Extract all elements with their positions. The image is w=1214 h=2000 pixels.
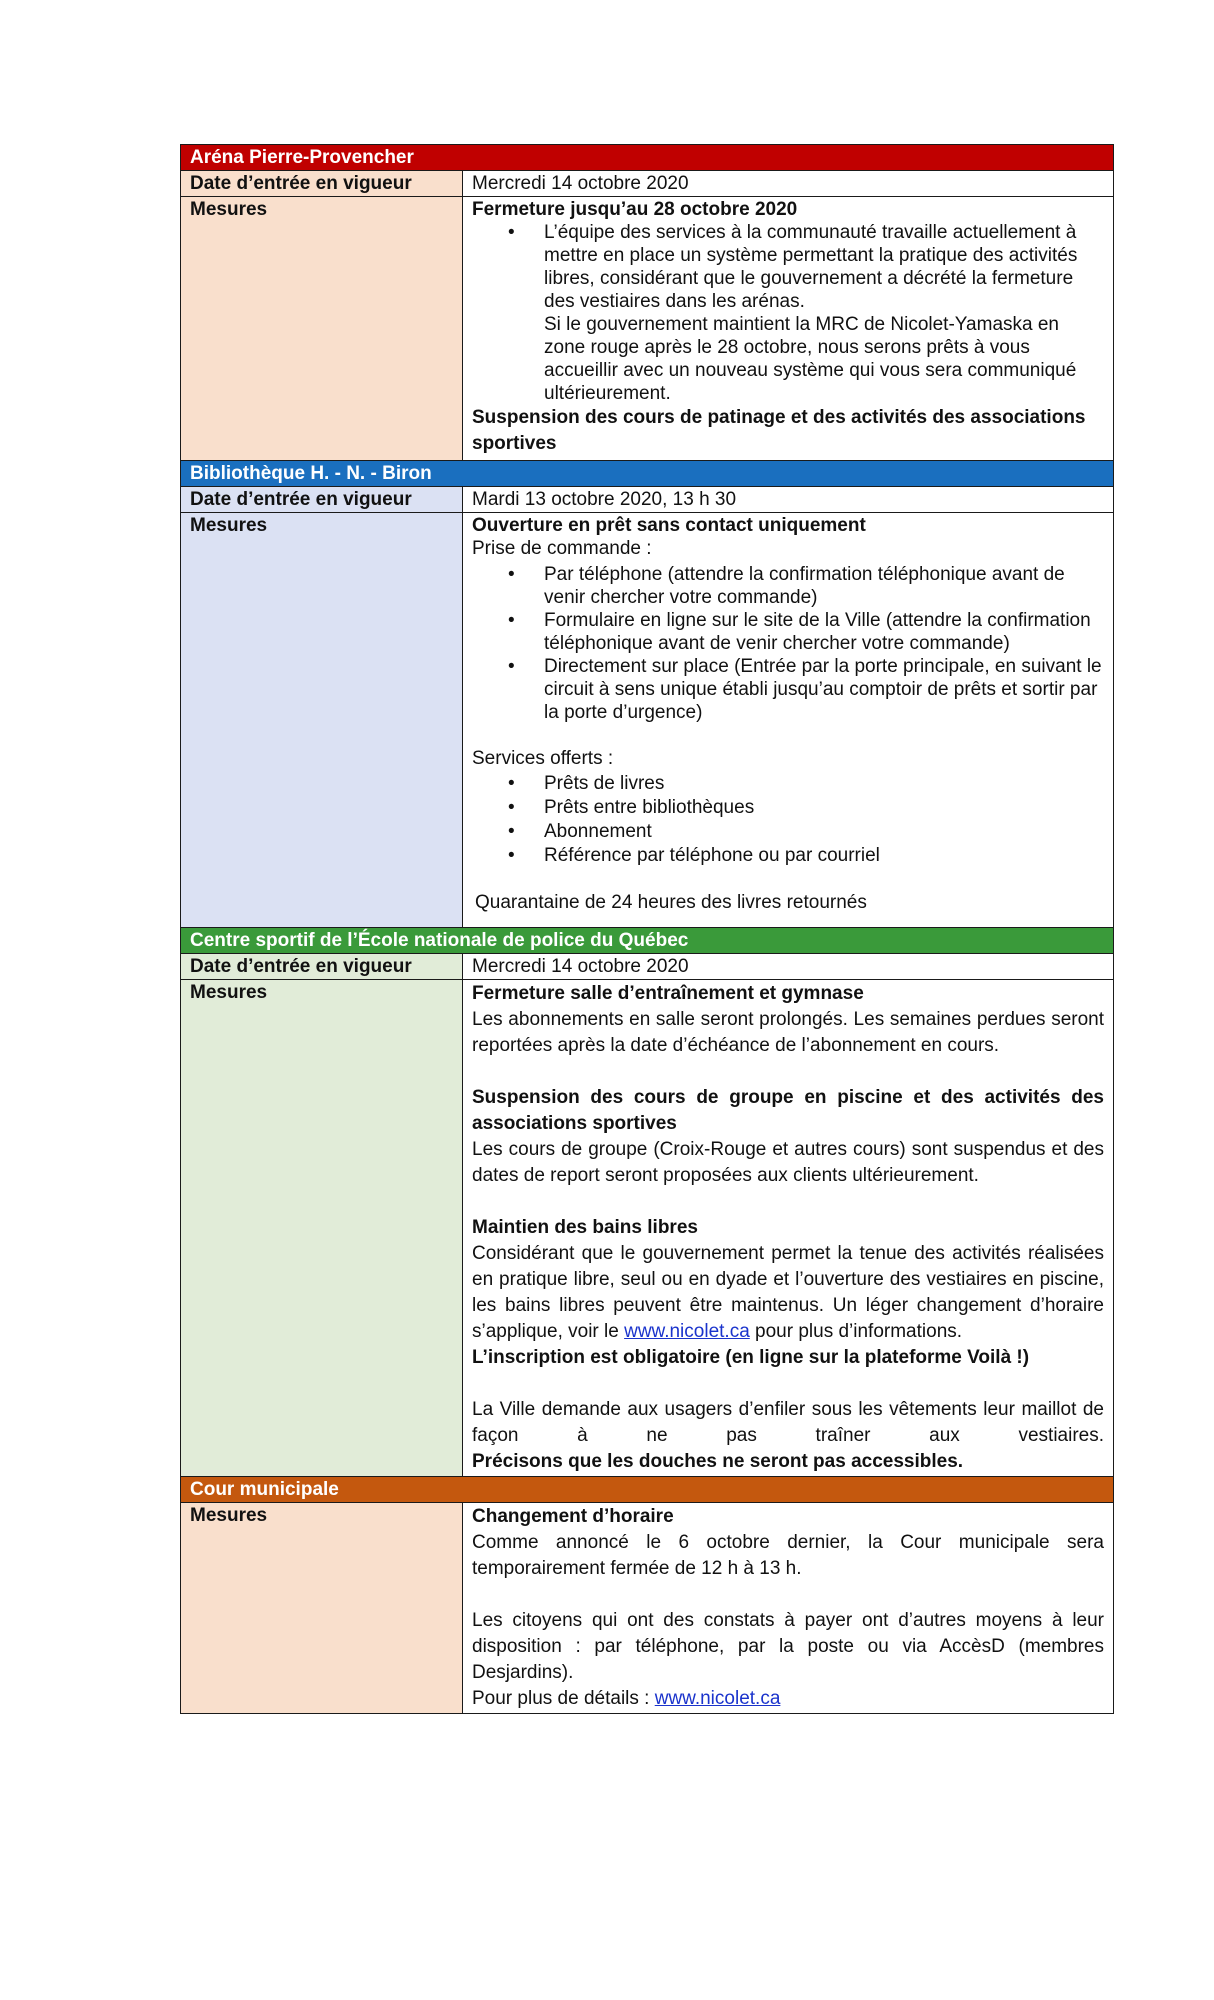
biblio-section-header: Bibliothèque H. - N. - Biron bbox=[181, 461, 1114, 487]
arena-suspension: Suspension des cours de patinage et des activités des associations sportives bbox=[472, 407, 1086, 454]
nicolet-link[interactable]: www.nicolet.ca bbox=[624, 1321, 750, 1342]
centre-date-label: Date d’entrée en vigueur bbox=[181, 954, 463, 980]
centre-douches: Précisons que les douches ne seront pas accessibles. bbox=[472, 1451, 964, 1472]
arena-section-header: Aréna Pierre-Provencher bbox=[181, 145, 1114, 171]
cour-paragraph-1: Comme annoncé le 6 octobre dernier, la Cour municipale sera temporairement fermée de 12 h à 13 h. bbox=[472, 1532, 1104, 1579]
arena-mesures-content bbox=[463, 197, 1114, 461]
centre-heading-2: Suspension des cours de groupe en piscine et des activités des associations sportives bbox=[472, 1087, 1104, 1134]
centre-section-header: Centre sportif de l’École nationale de police du Québec bbox=[181, 928, 1114, 954]
centre-heading-3: Maintien des bains libres bbox=[472, 1217, 698, 1238]
list-item: • Formulaire en ligne sur le site de la Ville (attendre la confirmation téléphonique avant de venir chercher votre commande) bbox=[544, 609, 1104, 655]
centre-mesures-content bbox=[463, 980, 1114, 1477]
centre-paragraph-2: Les cours de groupe (Croix-Rouge et autres cours) sont suspendus et des dates de report seront proposées aux clients ultérieurement. bbox=[472, 1139, 1104, 1186]
cour-details bbox=[472, 1686, 1104, 1712]
cour-heading: Changement d’horaire bbox=[472, 1506, 674, 1527]
centre-paragraph-1: Les abonnements en salle seront prolongés. Les semaines perdues seront reportées après la date d’échéance de l’abonnement en cours. bbox=[472, 1009, 1104, 1056]
arena-bullet-text-1: • L’équipe des services à la communauté travaille actuellement à mettre en place un système permettant la pratique des activités libres, considérant que le gouvernement a décrété la fermeture des vestiaires dans les arénas. bbox=[544, 222, 1078, 312]
list-item: • Prêts entre bibliothèques bbox=[544, 796, 1104, 820]
list-item: • Référence par téléphone ou par courriel bbox=[544, 844, 1104, 868]
list-item: • Prêts de livres bbox=[544, 772, 1104, 796]
cour-mesures-label: Mesures bbox=[181, 1503, 463, 1714]
centre-heading-1: Fermeture salle d’entraînement et gymnase bbox=[472, 983, 864, 1004]
biblio-mesures-content bbox=[463, 513, 1114, 928]
cour-mesures-content bbox=[463, 1503, 1114, 1714]
centre-date-value: Mercredi 14 octobre 2020 bbox=[463, 954, 1114, 980]
biblio-services-list bbox=[472, 772, 1104, 868]
biblio-mesures-label: Mesures bbox=[181, 513, 463, 928]
centre-inscription: L’inscription est obligatoire (en ligne sur la plateforme Voilà !) bbox=[472, 1347, 1030, 1368]
cour-details-label: Pour plus de détails : bbox=[472, 1688, 655, 1709]
arena-bullet-list bbox=[472, 221, 1104, 405]
centre-paragraph-4: La Ville demande aux usagers d’enfiler sous les vêtements leur maillot de façon à ne pas traîner aux vestiaires. bbox=[472, 1399, 1104, 1446]
arena-date-value: Mercredi 14 octobre 2020 bbox=[463, 171, 1114, 197]
biblio-quarantaine: Quarantaine de 24 heures des livres retournés bbox=[475, 892, 867, 913]
list-item bbox=[544, 221, 1104, 405]
cour-paragraph-2: Les citoyens qui ont des constats à payer ont d’autres moyens à leur disposition : par téléphone, par la poste ou via AccèsD (membres Desjardins). bbox=[472, 1610, 1104, 1683]
biblio-commande-list bbox=[472, 563, 1104, 724]
cour-section-header: Cour municipale bbox=[181, 1477, 1114, 1503]
centre-mesures-label: Mesures bbox=[181, 980, 463, 1477]
list-item: • Par téléphone (attendre la confirmation téléphonique avant de venir chercher votre commande) bbox=[544, 563, 1104, 609]
list-item: • Directement sur place (Entrée par la porte principale, en suivant le circuit à sens unique établi jusqu’au comptoir de prêts et sortir par la porte d’urgence) bbox=[544, 655, 1104, 724]
centre-paragraph-3-text: Considérant que le gouvernement permet la tenue des activités réalisées en pratique libre, seul ou en dyade et l’ouverture des vestiaires en piscine, les bains libres peuvent être maintenus. Un léger changement d’horaire s’applique, voir le bbox=[472, 1243, 1104, 1342]
biblio-commande-label: Prise de commande : bbox=[472, 538, 652, 559]
arena-mesures-label: Mesures bbox=[181, 197, 463, 461]
centre-paragraph-3 bbox=[472, 1241, 1104, 1345]
list-item: • Abonnement bbox=[544, 820, 1104, 844]
biblio-services-label: Services offerts : bbox=[472, 748, 614, 769]
biblio-date-label: Date d’entrée en vigueur bbox=[181, 487, 463, 513]
biblio-heading: Ouverture en prêt sans contact uniquement bbox=[472, 515, 866, 536]
nicolet-link[interactable]: www.nicolet.ca bbox=[654, 1688, 781, 1709]
arena-bullet-text-2: Si le gouvernement maintient la MRC de Nicolet-Yamaska en zone rouge après le 28 octobre, nous serons prêts à vous accueillir avec un nouveau système qui vous sera communiqué ultérieurement. bbox=[544, 314, 1077, 404]
centre-paragraph-3-end: pour plus d’informations. bbox=[749, 1321, 963, 1342]
biblio-date-value: Mardi 13 octobre 2020, 13 h 30 bbox=[463, 487, 1114, 513]
arena-heading: Fermeture jusqu’au 28 octobre 2020 bbox=[472, 199, 798, 220]
arena-date-label: Date d’entrée en vigueur bbox=[181, 171, 463, 197]
covid-measures-table bbox=[180, 144, 1114, 1714]
